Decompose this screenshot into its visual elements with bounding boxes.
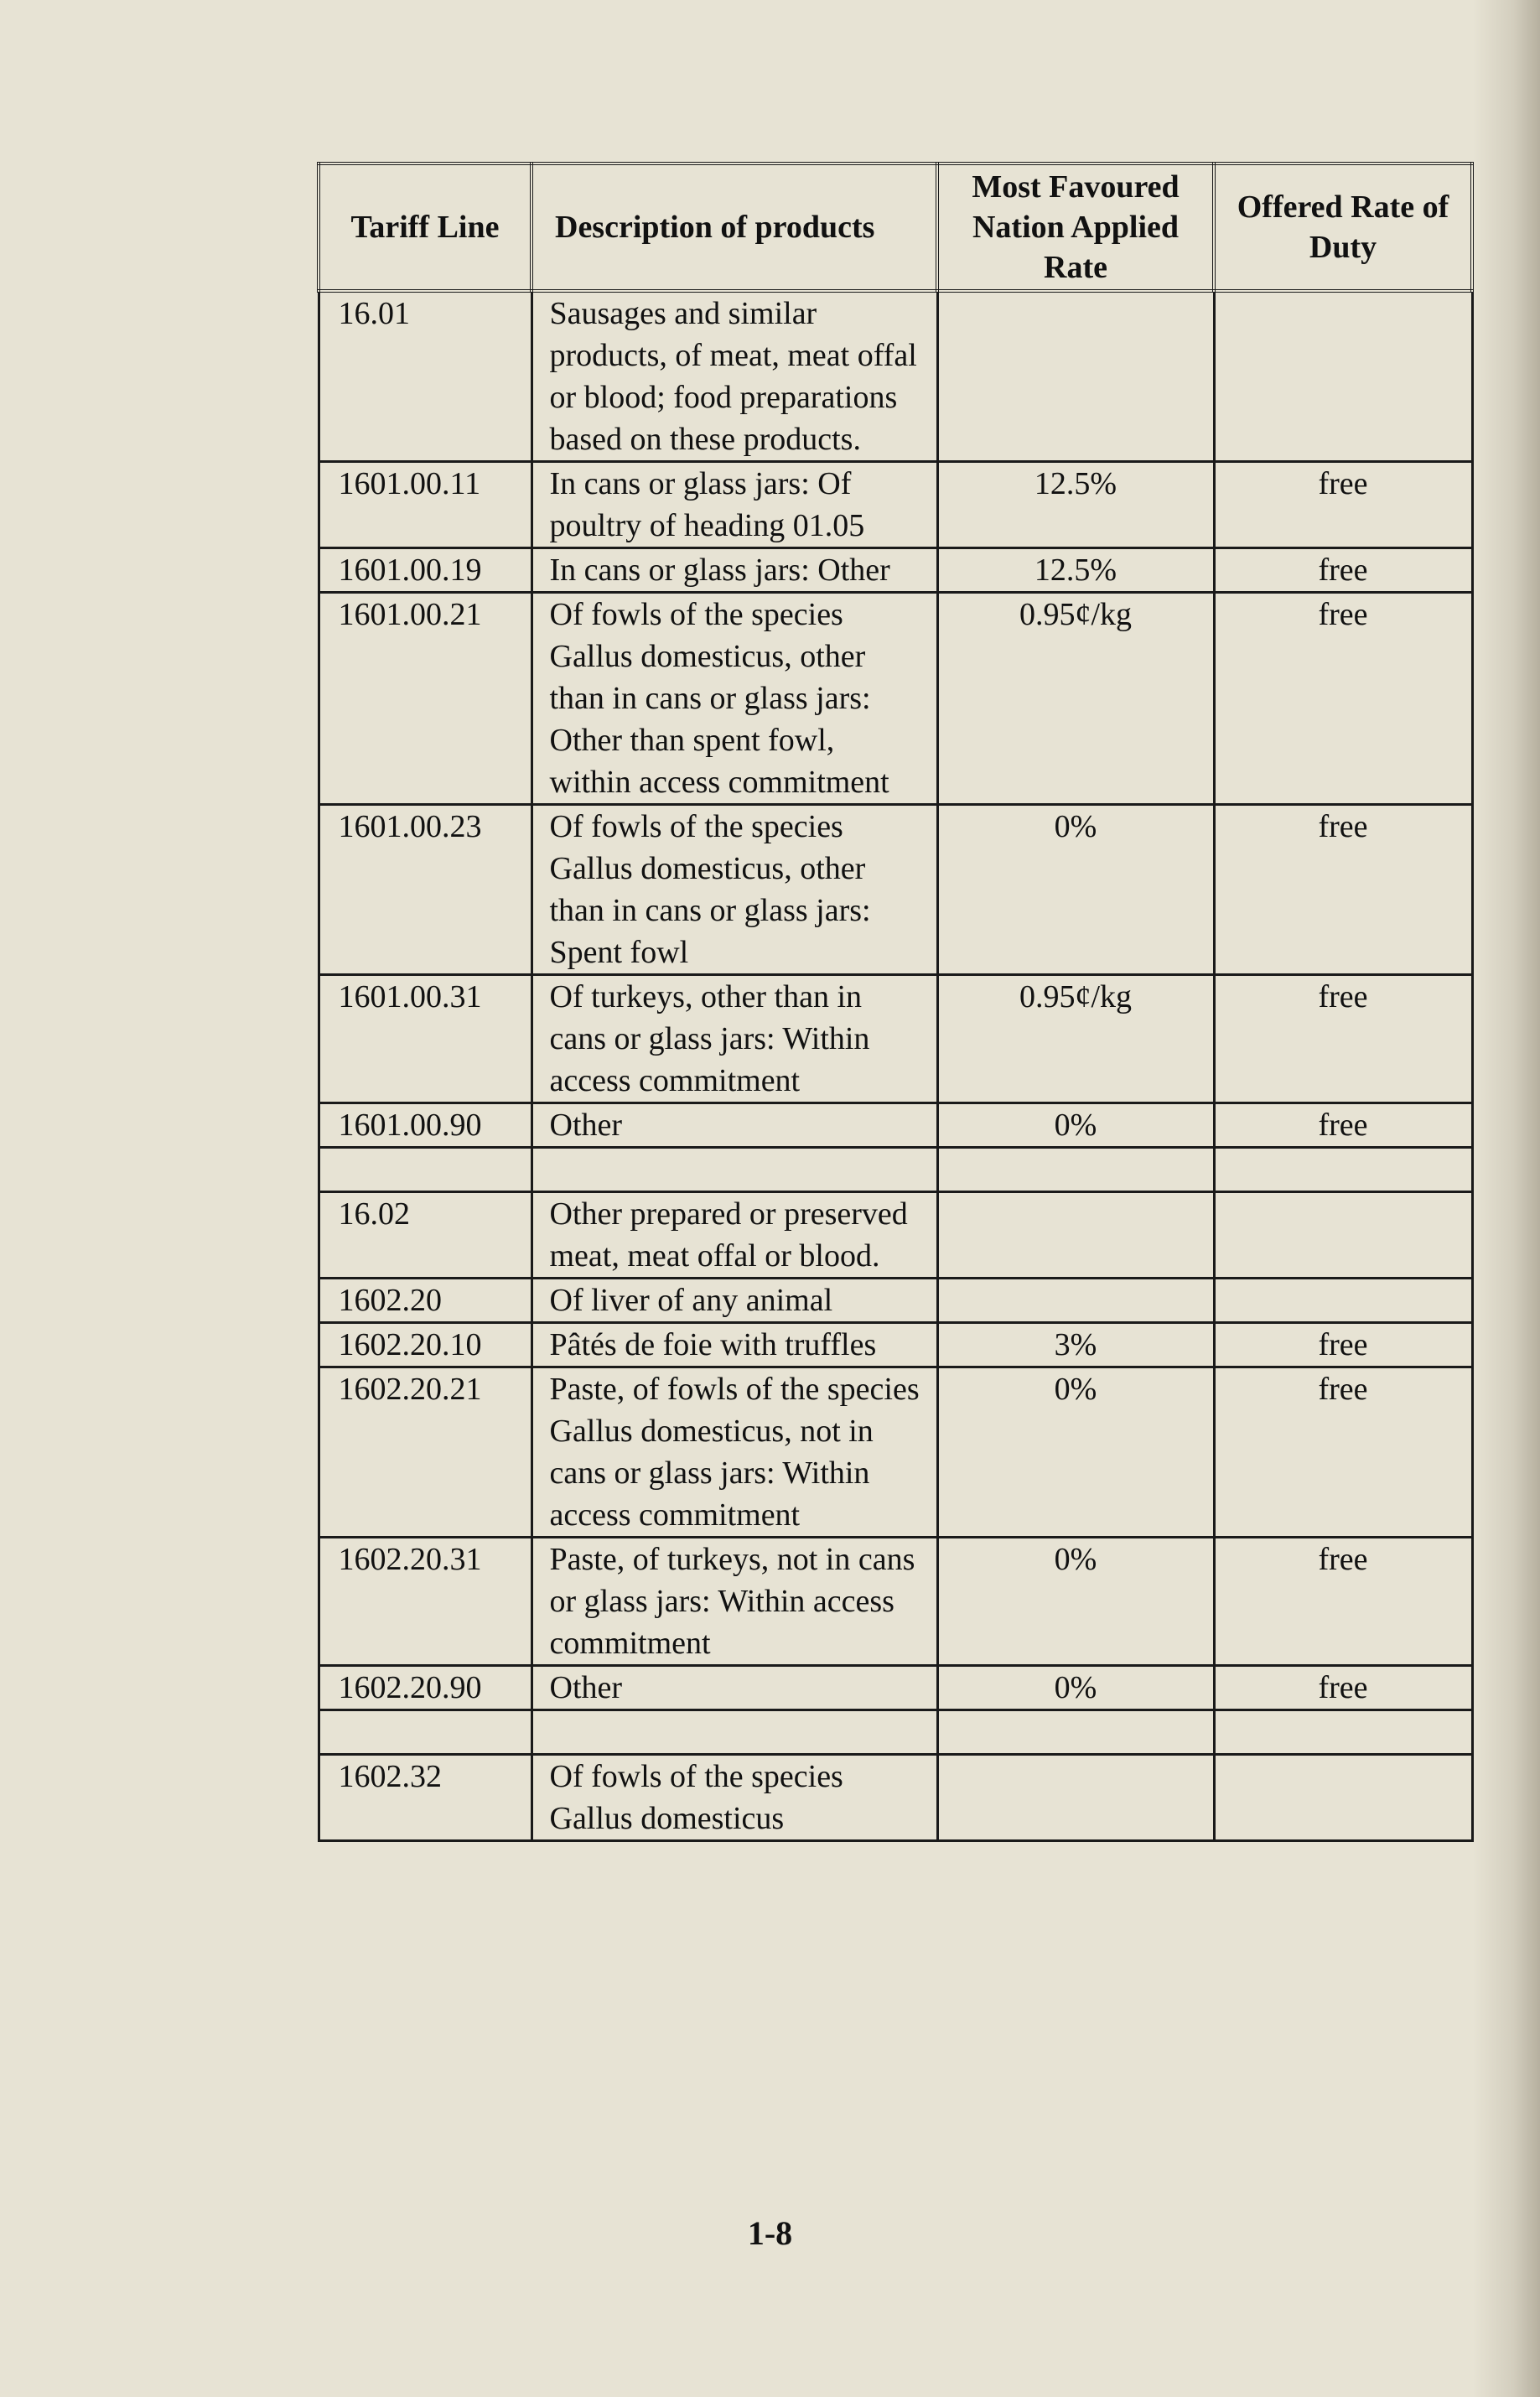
tariff-table bbox=[317, 162, 1474, 1842]
tariff-line-cell: 1601.00.90 bbox=[319, 1103, 531, 1148]
mfn-rate-cell: 0.95¢/kg bbox=[937, 593, 1214, 805]
description-cell: Pâtés de foie with truffles bbox=[531, 1323, 937, 1367]
tariff-line-cell: 1602.20.90 bbox=[319, 1666, 531, 1710]
header-description: Description of products bbox=[531, 163, 937, 291]
description-cell: Of turkeys, other than in cans or glass jars: Within access commitment bbox=[531, 975, 937, 1103]
offered-rate-cell: free bbox=[1214, 548, 1472, 593]
offered-rate-cell: free bbox=[1214, 1367, 1472, 1538]
description-cell: Paste, of turkeys, not in cans or glass jars: Within access commitment bbox=[531, 1538, 937, 1666]
table-row bbox=[319, 548, 1472, 593]
description-cell: In cans or glass jars: Of poultry of heading 01.05 bbox=[531, 462, 937, 548]
offered-rate-cell: free bbox=[1214, 1538, 1472, 1666]
offered-rate-cell: free bbox=[1214, 593, 1472, 805]
tariff-line-cell: 1601.00.19 bbox=[319, 548, 531, 593]
tariff-line-cell: 1602.20.21 bbox=[319, 1367, 531, 1538]
tariff-line-cell: 1601.00.31 bbox=[319, 975, 531, 1103]
table-row bbox=[319, 1538, 1472, 1666]
table-row bbox=[319, 1323, 1472, 1367]
mfn-rate-cell bbox=[937, 1148, 1214, 1192]
mfn-rate-cell bbox=[937, 1192, 1214, 1279]
table-row bbox=[319, 462, 1472, 548]
description-cell: Of fowls of the species Gallus domesticus bbox=[531, 1755, 937, 1841]
mfn-rate-cell: 0% bbox=[937, 1103, 1214, 1148]
mfn-rate-cell: 0% bbox=[937, 1538, 1214, 1666]
offered-rate-cell bbox=[1214, 1192, 1472, 1279]
table-row bbox=[319, 1666, 1472, 1710]
description-cell: Other bbox=[531, 1103, 937, 1148]
offered-rate-cell bbox=[1214, 1710, 1472, 1755]
blank-row bbox=[319, 1710, 1472, 1755]
tariff-line-cell: 1602.20.10 bbox=[319, 1323, 531, 1367]
tariff-line-cell: 1601.00.11 bbox=[319, 462, 531, 548]
description-cell: Of liver of any animal bbox=[531, 1279, 937, 1323]
table-row bbox=[319, 1103, 1472, 1148]
table-row bbox=[319, 291, 1472, 462]
table-row bbox=[319, 1192, 1472, 1279]
header-offered-rate: Offered Rate of Duty bbox=[1214, 163, 1472, 291]
description-cell: Of fowls of the species Gallus domesticus, other than in cans or glass jars: Other than spent fowl, within access commitment bbox=[531, 593, 937, 805]
offered-rate-cell: free bbox=[1214, 1103, 1472, 1148]
tariff-line-cell bbox=[319, 1710, 531, 1755]
offered-rate-cell bbox=[1214, 1755, 1472, 1841]
mfn-rate-cell: 12.5% bbox=[937, 462, 1214, 548]
table-header-row bbox=[319, 163, 1472, 291]
mfn-rate-cell bbox=[937, 1710, 1214, 1755]
table-row bbox=[319, 1755, 1472, 1841]
tariff-line-cell: 16.01 bbox=[319, 291, 531, 462]
offered-rate-cell: free bbox=[1214, 1666, 1472, 1710]
tariff-line-cell: 1601.00.23 bbox=[319, 805, 531, 975]
table-row bbox=[319, 593, 1472, 805]
mfn-rate-cell: 12.5% bbox=[937, 548, 1214, 593]
mfn-rate-cell: 0% bbox=[937, 1666, 1214, 1710]
offered-rate-cell bbox=[1214, 1279, 1472, 1323]
page-edge-shadow bbox=[1473, 0, 1540, 2397]
description-cell: Of fowls of the species Gallus domesticus, other than in cans or glass jars: Spent fowl bbox=[531, 805, 937, 975]
mfn-rate-cell: 0% bbox=[937, 1367, 1214, 1538]
header-mfn-rate: Most Favoured Nation Applied Rate bbox=[937, 163, 1214, 291]
tariff-line-cell: 1602.20 bbox=[319, 1279, 531, 1323]
offered-rate-cell bbox=[1214, 1148, 1472, 1192]
tariff-line-cell: 1602.32 bbox=[319, 1755, 531, 1841]
mfn-rate-cell bbox=[937, 1755, 1214, 1841]
description-cell: Other bbox=[531, 1666, 937, 1710]
description-cell: Sausages and similar products, of meat, meat offal or blood; food preparations based on these products. bbox=[531, 291, 937, 462]
tariff-line-cell bbox=[319, 1148, 531, 1192]
table-row bbox=[319, 805, 1472, 975]
mfn-rate-cell bbox=[937, 291, 1214, 462]
tariff-line-cell: 16.02 bbox=[319, 1192, 531, 1279]
offered-rate-cell: free bbox=[1214, 1323, 1472, 1367]
table-row bbox=[319, 1279, 1472, 1323]
page-number: 1-8 bbox=[747, 2214, 793, 2252]
mfn-rate-cell: 3% bbox=[937, 1323, 1214, 1367]
description-cell bbox=[531, 1148, 937, 1192]
header-tariff-line: Tariff Line bbox=[319, 163, 531, 291]
mfn-rate-cell bbox=[937, 1279, 1214, 1323]
description-cell: In cans or glass jars: Other bbox=[531, 548, 937, 593]
description-cell bbox=[531, 1710, 937, 1755]
blank-row bbox=[319, 1148, 1472, 1192]
mfn-rate-cell: 0% bbox=[937, 805, 1214, 975]
tariff-line-cell: 1602.20.31 bbox=[319, 1538, 531, 1666]
description-cell: Paste, of fowls of the species Gallus domesticus, not in cans or glass jars: Within access commitment bbox=[531, 1367, 937, 1538]
tariff-line-cell: 1601.00.21 bbox=[319, 593, 531, 805]
table-row bbox=[319, 975, 1472, 1103]
table-row bbox=[319, 1367, 1472, 1538]
mfn-rate-cell: 0.95¢/kg bbox=[937, 975, 1214, 1103]
offered-rate-cell: free bbox=[1214, 805, 1472, 975]
offered-rate-cell bbox=[1214, 291, 1472, 462]
offered-rate-cell: free bbox=[1214, 462, 1472, 548]
offered-rate-cell: free bbox=[1214, 975, 1472, 1103]
description-cell: Other prepared or preserved meat, meat offal or blood. bbox=[531, 1192, 937, 1279]
